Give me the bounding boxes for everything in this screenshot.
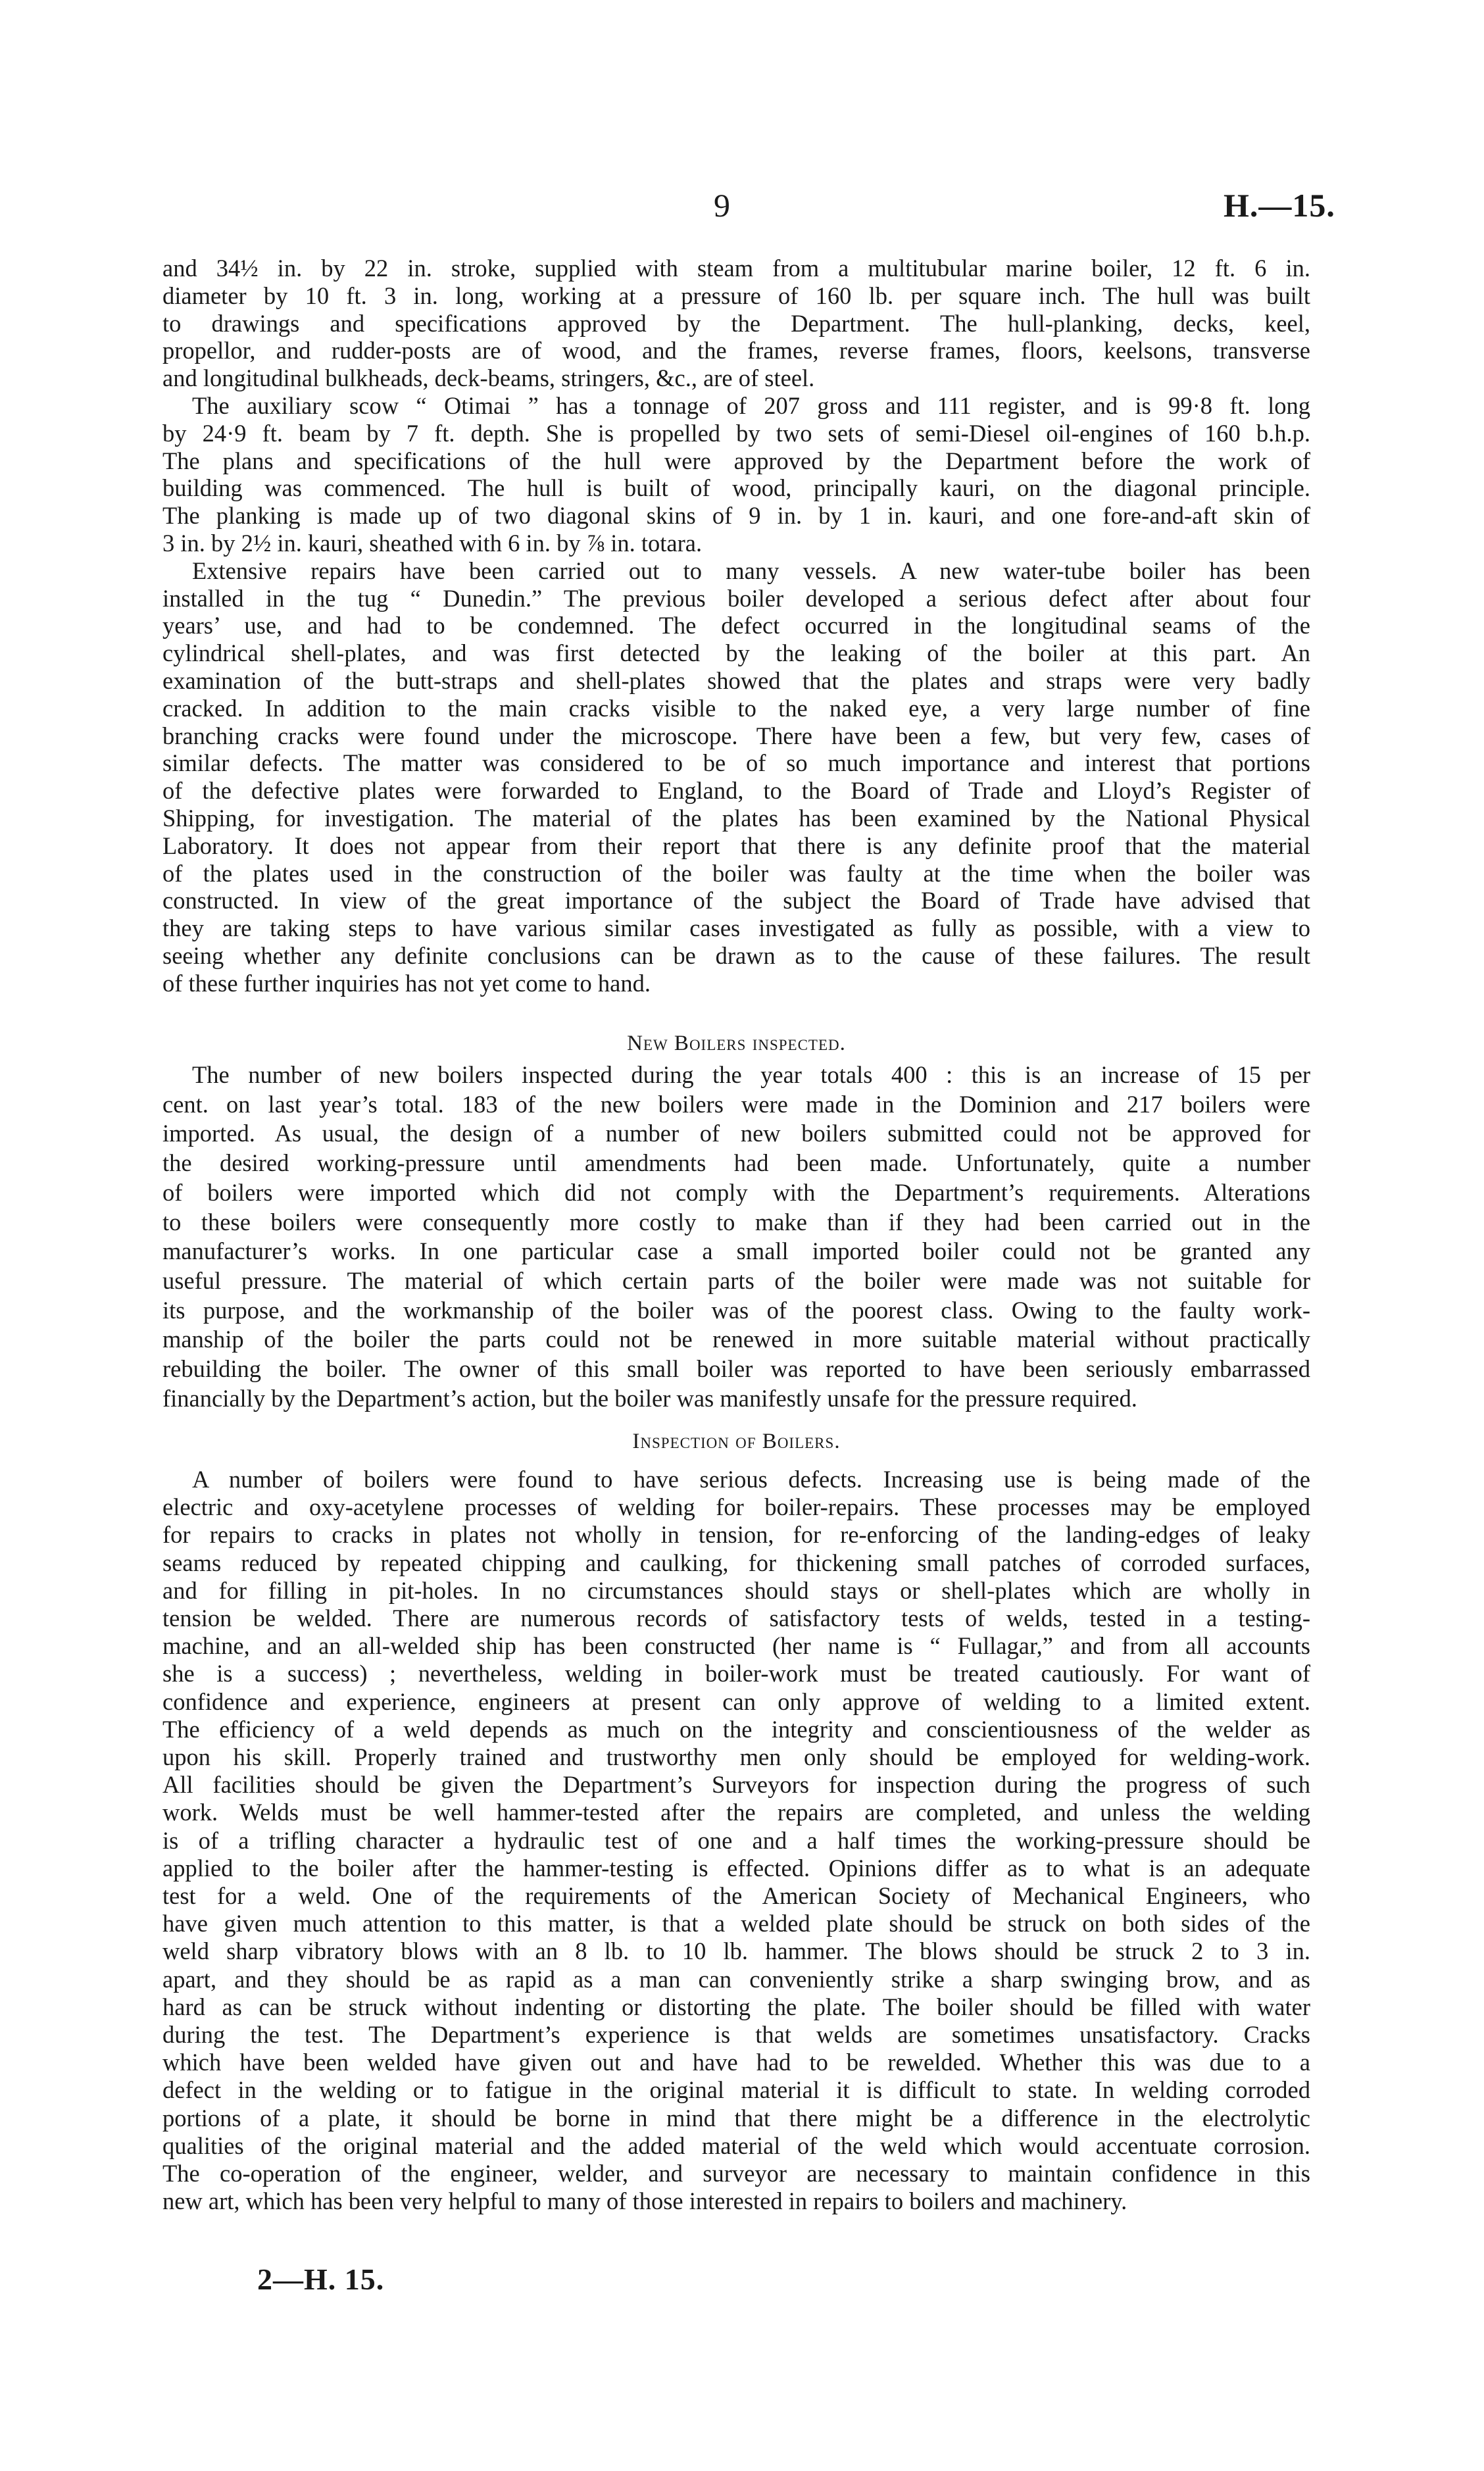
text-line: The co-operation of the engineer, welder, and surveyor are necessary to maintain confidence in this [162, 2160, 1310, 2187]
text-line: tension be welded. There are numerous records of satisfactory tests of welds, tested in a testing- [162, 1605, 1310, 1632]
text-line: The efficiency of a weld depends as much on the integrity and conscientiousness of the welder as [162, 1715, 1310, 1743]
text-line: apart, and they should be as rapid as a man can conveniently strike a sharp swinging brow, and as [162, 1965, 1310, 1993]
text-line: installed in the tug “ Dunedin.” The previous boiler developed a serious defect after about four [162, 584, 1310, 612]
text-line: its purpose, and the workmanship of the boiler was of the poorest class. Owing to the faulty work- [162, 1296, 1310, 1324]
text-line: which have been welded have given out and have had to be rewelded. Whether this was due to a [162, 2049, 1310, 2076]
text-line: upon his skill. Properly trained and trustworthy men only should be employed for welding-work. [162, 1743, 1310, 1771]
text-line: electric and oxy-acetylene processes of welding for boiler-repairs. These processes may be employed [162, 1493, 1310, 1521]
page-number: 9 [714, 187, 730, 224]
paragraph [162, 557, 1310, 997]
text-line: constructed. In view of the great importance of the subject the Board of Trade have advised that [162, 887, 1310, 914]
text-line: 3 in. by 2½ in. kauri, sheathed with 6 in. by ⅞ in. totara. [162, 529, 703, 557]
paragraph [162, 392, 1310, 557]
document-reference: H.—15. [1224, 187, 1335, 224]
text-line: building was commenced. The hull is built of wood, principally kauri, on the diagonal principle. [162, 474, 1310, 502]
text-line: All facilities should be given the Department’s Surveyors for inspection during the progress of such [162, 1771, 1310, 1799]
paragraph [162, 255, 1310, 392]
text-line: The number of new boilers inspected during the year totals 400 : this is an increase of 15 per [192, 1061, 1310, 1088]
text-line: seeing whether any definite conclusions can be drawn as to the cause of these failures. The result [162, 941, 1310, 969]
text-line: test for a weld. One of the requirements of the American Society of Mechanical Engineers, who [162, 1882, 1310, 1910]
text-line: cylindrical shell-plates, and was first detected by the leaking of the boiler at this part. An [162, 639, 1310, 667]
text-line: rebuilding the boiler. The owner of this small boiler was reported to have been seriously embarrassed [162, 1355, 1310, 1383]
text-line: Laboratory. It does not appear from their report that there is any definite proof that the material [162, 832, 1310, 859]
text-line: of the defective plates were forwarded to England, to the Board of Trade and Lloyd’s Register of [162, 777, 1310, 805]
text-line: new art, which has been very helpful to many of those interested in repairs to boilers and machinery. [162, 2187, 1127, 2215]
text-line: examination of the butt-straps and shell-plates showed that the plates and straps were very badly [162, 666, 1310, 694]
text-line: of these further inquiries has not yet come to hand. [162, 969, 651, 997]
text-line: branching cracks were found under the microscope. There have been a few, but very few, cases of [162, 722, 1310, 749]
text-line: imported. As usual, the design of a number of new boilers submitted could not be approved for [162, 1120, 1310, 1147]
text-line: for repairs to cracks in plates not wholly in tension, for re-enforcing of the landing-edges of leaky [162, 1521, 1310, 1549]
text-line: is of a trifling character a hydraulic test of one and a half times the working-pressure should be [162, 1826, 1310, 1854]
section-new-boilers-inspected [162, 1061, 1310, 1413]
heading-new-boilers-inspected: New Boilers inspected. [627, 1032, 846, 1055]
text-line: A number of boilers were found to have serious defects. Increasing use is being made of the [192, 1466, 1310, 1493]
section-vessels [162, 255, 1310, 997]
text-line: and longitudinal bulkheads, deck-beams, stringers, &c., are of steel. [162, 364, 815, 392]
text-line: of the plates used in the construction of the boiler was faulty at the time when the boiler was [162, 859, 1310, 887]
text-line: have given much attention to this matter, is that a welded plate should be struck on both sides of the [162, 1910, 1310, 1937]
text-line: and 34½ in. by 22 in. stroke, supplied with steam from a multitubular marine boiler, 12 ft. 6 in. [162, 255, 1310, 282]
text-line: qualities of the original material and the added material of the weld which would accentuate corrosion. [162, 2132, 1310, 2159]
footer-document-reference: 2—H. 15. [257, 2262, 385, 2296]
text-line: by 24·9 ft. beam by 7 ft. depth. She is propelled by two sets of semi-Diesel oil-engines of 160 b.h.p. [162, 419, 1310, 447]
text-line: to these boilers were consequently more costly to make than if they had been carried out in the [162, 1208, 1310, 1236]
text-line: weld sharp vibratory blows with an 8 lb. to 10 lb. hammer. The blows should be struck 2 to 3 in. [162, 1937, 1310, 1965]
text-line: hard as can be struck without indenting or distorting the plate. The boiler should be filled with water [162, 1993, 1310, 2020]
text-line: applied to the boiler after the hammer-testing is effected. Opinions differ as to what is an adequate [162, 1854, 1310, 1882]
text-line: during the test. The Department’s experience is that welds are sometimes unsatisfactory. Cracks [162, 2021, 1310, 2049]
text-line: of boilers were imported which did not comply with the Department’s requirements. Alterations [162, 1178, 1310, 1206]
text-line: portions of a plate, it should be borne in mind that there might be a difference in the electrolytic [162, 2104, 1310, 2132]
paragraph [162, 1466, 1310, 2215]
text-line: they are taking steps to have various similar cases investigated as fully as possible, with a view to [162, 914, 1310, 942]
text-line: she is a success) ; nevertheless, welding in boiler-work must be treated cautiously. For want of [162, 1660, 1310, 1687]
text-line: Extensive repairs have been carried out to many vessels. A new water-tube boiler has been [192, 557, 1310, 584]
text-line: manufacturer’s works. In one particular case a small imported boiler could not be granted any [162, 1237, 1310, 1265]
text-line: useful pressure. The material of which certain parts of the boiler were made was not suitable for [162, 1266, 1310, 1294]
text-line: similar defects. The matter was considered to be of so much importance and interest that portions [162, 749, 1310, 777]
text-line: work. Welds must be well hammer-tested after the repairs are completed, and unless the welding [162, 1799, 1310, 1826]
text-line: financially by the Department’s action, but the boiler was manifestly unsafe for the pressure required. [162, 1384, 1137, 1412]
text-line: seams reduced by repeated chipping and caulking, for thickening small patches of corroded surfaces, [162, 1549, 1310, 1576]
text-line: propellor, and rudder-posts are of wood, and the frames, reverse frames, floors, keelsons, transverse [162, 337, 1310, 364]
text-line: machine, and an all-welded ship has been constructed (her name is “ Fullagar,” and from all accounts [162, 1632, 1310, 1660]
text-line: diameter by 10 ft. 3 in. long, working at a pressure of 160 lb. per square inch. The hull was built [162, 282, 1310, 309]
text-line: The planking is made up of two diagonal skins of 9 in. by 1 in. kauri, and one fore-and-aft skin of [162, 502, 1310, 530]
text-line: the desired working-pressure until amendments had been made. Unfortunately, quite a number [162, 1149, 1310, 1177]
text-line: The auxiliary scow “ Otimai ” has a tonnage of 207 gross and 111 register, and is 99·8 ft. long [192, 391, 1310, 419]
text-line: Shipping, for investigation. The material of the plates has been examined by the National Physical [162, 804, 1310, 832]
text-line: cent. on last year’s total. 183 of the new boilers were made in the Dominion and 217 boilers were [162, 1090, 1310, 1118]
paragraph [162, 1061, 1310, 1413]
text-line: cracked. In addition to the main cracks visible to the naked eye, a very large number of fine [162, 694, 1310, 722]
text-line: years’ use, and had to be condemned. The defect occurred in the longitudinal seams of the [162, 612, 1310, 639]
text-line: manship of the boiler the parts could not be renewed in more suitable material without practically [162, 1326, 1310, 1353]
text-line: confidence and experience, engineers at present can only approve of welding to a limited extent. [162, 1687, 1310, 1715]
text-line: and for filling in pit-holes. In no circumstances should stays or shell-plates which are wholly in [162, 1576, 1310, 1604]
text-line: The plans and specifications of the hull were approved by the Department before the work of [162, 447, 1310, 474]
heading-inspection-of-boilers: Inspection of Boilers. [632, 1430, 841, 1453]
text-line: defect in the welding or to fatigue in the original material it is difficult to state. In welding corroded [162, 2076, 1310, 2104]
text-line: to drawings and specifications approved by the Department. The hull-planking, decks, keel, [162, 309, 1310, 337]
section-inspection-of-boilers [162, 1466, 1310, 2215]
